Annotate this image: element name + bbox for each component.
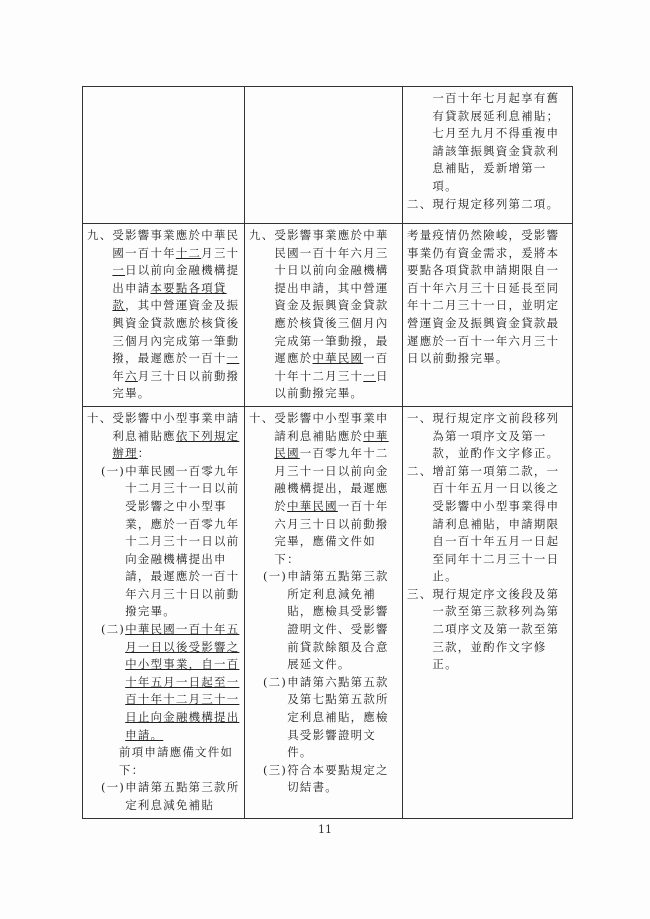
item-number: 九、 [249,228,275,242]
explanation-text: 現行規定序文後段及第一款至第三款移列為第二項序文及第一款至第三款，並酌作文字修正。 [432,586,560,672]
subitem-number: (一) [101,780,126,795]
item-number: 二、 [407,196,433,211]
explanation-text: 現行規定移列第二項。 [432,196,560,211]
provision-text: 受影響中小型事業申請利息補貼應於中華民國一百零九年十二月三十一日以前向金融機構提出，最遲應於中華民國一百十年六月三十日以前動撥完畢，應備文件如下： [274,410,389,566]
provision-item [87,410,241,463]
explanation-text: 一百十年七月起享有舊有貸款展延利息補貼；七月至九月不得重複申請該筆振興資金貸款利息補貼，爰新增第一項。 [432,91,560,193]
explanation-item [407,410,569,463]
provision-text: 受影響中小型事業申請利息補貼應依下列規定辦理： [112,410,240,461]
explanation-item [407,463,569,586]
item-number: 二、 [407,463,433,478]
comparison-table [82,86,573,819]
provision-text: 申請第六點第五款及第七點第五款所定利息補貼，應檢具受影響證明文件。 [287,674,389,760]
provision-subitem [87,463,241,621]
provision-subitem [249,762,399,797]
current-provision-cell [245,406,403,818]
current-provision-cell [245,224,403,407]
explanation-item [407,586,569,674]
provision-item [249,227,399,403]
provision-subitem [87,779,241,814]
subitem-number: (一) [101,463,126,478]
explanation-cell [403,224,573,407]
explanation-text: 增訂第一項第二款，一百十年五月一日以後之受影響中小型事業得申請利息補貼，申請期限自一百十年五月一日起至同年十二月三十一日止。 [432,463,560,584]
item-number: 一、 [407,410,433,425]
page-number: 11 [318,823,332,836]
subitem-number: (二) [101,622,126,637]
provision-text: 中華民國一百零九年十二月三十一日以前受影響之中小型事業，應於一百零九年十二月三十一日以前向金融機構提出申請，最遲應於一百十年六月三十日以前動撥完畢。 [125,463,240,619]
explanation-text: 考量疫情仍然險峻，受影響事業仍有資金需求，爰將本要點各項貸款申請期限自一百十年六月三十日延長至同年十二月三十一日，並明定營運資金及振興資金貸款最遲應於一百十一年六月三十日以前動撥完畢。 [407,228,560,366]
explanation-item [407,90,569,196]
provision-subitem [249,568,399,674]
provision-subitem [249,674,399,762]
provision-item [87,227,241,403]
table-row [83,406,573,818]
item-number: 九、 [87,228,113,242]
provision-item [249,410,399,568]
provision-text: 申請第五點第三款所定利息減免補貼 [125,780,240,812]
table-row [83,224,573,407]
current-provision-cell [245,87,403,224]
explanation-item [407,196,569,214]
provision-text: 受影響事業應於中華民國一百十年六月三十日以前向金融機構提出申請，其中營運資金及振興資金貸款應於核貸後三個月內完成第一筆動撥，最遲應於中華民國一百十年十二月三十一日以前動撥完畢。 [274,228,389,401]
explanation-text: 現行規定序文前段移列為第一項序文及第一款，並酌作文字修正。 [432,410,560,461]
provision-text: 中華民國一百十年五月一日以後受影響之中小型事業，自一百十年五月一日起至一百十年十二月三十一日止向金融機構提出申請。 [125,622,240,742]
amended-provision-cell [83,224,245,407]
amended-provision-cell [83,87,245,224]
item-number: 十、 [249,410,275,425]
provision-text: 申請第五點第三款所定利息減免補貼，應檢具受影響證明文件、受影響前貸款餘額及合意展延文件。 [287,569,389,672]
subitem-number: (一) [263,569,288,584]
amended-provision-cell [83,406,245,818]
explanation-cell [403,87,573,224]
table-row [83,87,573,224]
subitem-number: (二) [263,674,288,689]
provision-subitem [87,621,241,744]
provision-text: 受影響事業應於中華民國一百十年十二月三十一日以前向金融機構提出申請本要點各項貸款，其中營運資金及振興資金貸款應於核貸後三個月內完成第一筆動撥，最遲應於一百十一年六月三十日以前動撥完畢。 [112,228,240,401]
item-number: 三、 [407,586,433,601]
subitem-number: (三) [263,762,288,777]
explanation-cell [403,406,573,818]
item-number: 十、 [87,410,113,425]
provision-text: 符合本要點規定之切結書。 [287,762,389,795]
provision-paragraph: 前項申請應備文件如下： [119,745,234,777]
